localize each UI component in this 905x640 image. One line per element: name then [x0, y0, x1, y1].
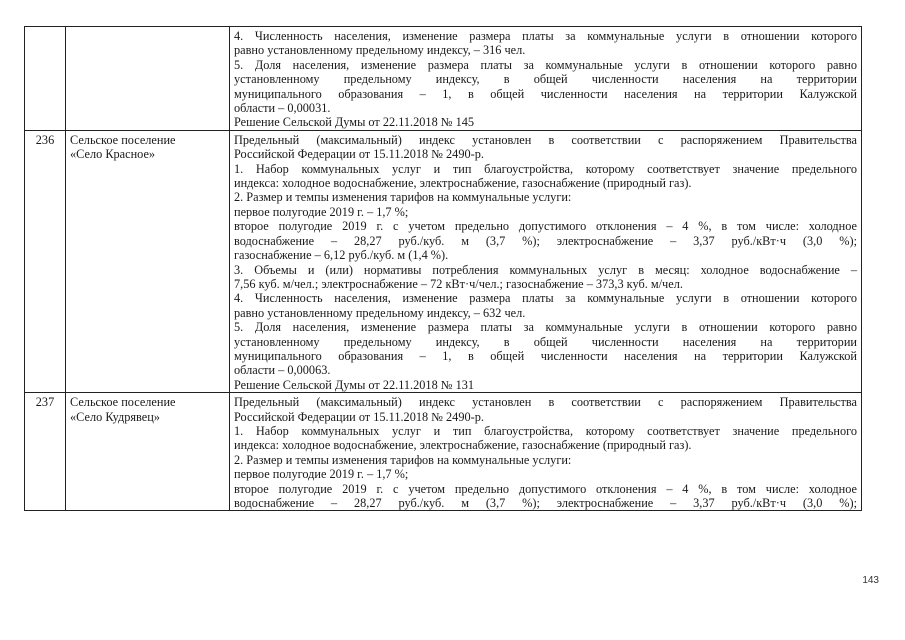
- description-line: первое полугодие 2019 г. – 1,7 %;: [234, 467, 409, 482]
- description-line: 1. Набор коммунальных услуг и тип благоустройства, которому соответствует значение предельного: [234, 423, 857, 438]
- index-description: [230, 130, 862, 392]
- settlement-name: [66, 130, 230, 392]
- settlement-name: [66, 393, 230, 511]
- description-line: 3. Объемы и (или) нормативы потребления коммунальных услуг в месяц: холодное водоснабжение –: [234, 262, 857, 277]
- settlement-name-line: «Село Кудрявец»: [70, 409, 160, 424]
- description-line: второе полугодие 2019 г. с учетом предельно допустимого отклонения – 4 %, в том числе: холодное: [234, 219, 857, 234]
- description-line: 5. Доля населения, изменение размера платы за коммунальные услуги в отношении которого равно: [234, 320, 857, 335]
- description-line: области – 0,00063.: [234, 363, 331, 378]
- description-line: Решение Сельской Думы от 22.11.2018 № 131: [234, 377, 475, 392]
- settlement-name: [66, 27, 230, 131]
- description-line: 2. Размер и темпы изменения тарифов на коммунальные услуги:: [234, 452, 572, 467]
- settlement-name-line: «Село Красное»: [70, 147, 156, 162]
- description-line: установленному предельному индексу, в общей численности населения на территории: [234, 334, 857, 349]
- description-line: Предельный (максимальный) индекс установлен в соответствии с распоряжением Правительства: [234, 132, 857, 147]
- description-line: муниципального образования – 1, в общей численности населения на территории Калужской: [234, 86, 857, 101]
- settlement-name-line: Сельское поселение: [70, 395, 176, 410]
- table-row: [25, 27, 862, 131]
- description-line: Решение Сельской Думы от 22.11.2018 № 145: [234, 115, 475, 130]
- row-number: 236: [25, 130, 66, 392]
- description-line: муниципального образования – 1, в общей численности населения на территории Калужской: [234, 348, 857, 363]
- description-line: области – 0,00031.: [234, 101, 331, 116]
- page-number: 143: [862, 575, 879, 586]
- description-line: 1. Набор коммунальных услуг и тип благоустройства, которому соответствует значение предельного: [234, 161, 857, 176]
- description-line: равно установленному предельному индексу, – 316 чел.: [234, 43, 526, 58]
- description-line: индекса: холодное водоснабжение, электроснабжение, газоснабжение (природный газ).: [234, 438, 692, 453]
- description-line: Российской Федерации от 15.11.2018 № 2490-р.: [234, 147, 484, 162]
- description-line: второе полугодие 2019 г. с учетом предельно допустимого отклонения – 4 %, в том числе: холодное: [234, 481, 857, 496]
- description-line: установленному предельному индексу, в общей численности населения на территории: [234, 72, 857, 87]
- description-line: равно установленному предельному индексу, – 632 чел.: [234, 305, 526, 320]
- description-line: газоснабжение – 6,12 руб./куб. м (1,4 %).: [234, 248, 449, 263]
- index-description: [230, 393, 862, 511]
- description-line: индекса: холодное водоснабжение, электроснабжение, газоснабжение (природный газ).: [234, 176, 692, 191]
- description-line: 7,56 куб. м/чел.; электроснабжение – 72 кВт·ч/чел.; газоснабжение – 373,3 куб. м/чел.: [234, 276, 683, 291]
- description-line: 2. Размер и темпы изменения тарифов на коммунальные услуги:: [234, 190, 572, 205]
- description-line: 5. Доля населения, изменение размера платы за коммунальные услуги в отношении которого равно: [234, 57, 857, 72]
- description-line: 4. Численность населения, изменение размера платы за коммунальные услуги в отношении которого: [234, 291, 857, 306]
- description-line: 4. Численность населения, изменение размера платы за коммунальные услуги в отношении которого: [234, 29, 857, 43]
- description-line: первое полугодие 2019 г. – 1,7 %;: [234, 204, 409, 219]
- table-row: [25, 130, 862, 392]
- settlement-name-line: Сельское поселение: [70, 132, 176, 147]
- table-body: [25, 27, 862, 511]
- row-number: [25, 27, 66, 131]
- settlement-index-table: [24, 26, 862, 511]
- table-row: [25, 393, 862, 511]
- row-number: 237: [25, 393, 66, 511]
- description-line: Предельный (максимальный) индекс установлен в соответствии с распоряжением Правительства: [234, 395, 857, 410]
- description-line: водоснабжение – 28,27 руб./куб. м (3,7 %); электроснабжение – 3,37 руб./кВт·ч (3,0 %);: [234, 496, 857, 510]
- description-line: водоснабжение – 28,27 руб./куб. м (3,7 %); электроснабжение – 3,37 руб./кВт·ч (3,0 %);: [234, 233, 857, 248]
- description-line: Российской Федерации от 15.11.2018 № 2490-р.: [234, 409, 484, 424]
- index-description: [230, 27, 862, 131]
